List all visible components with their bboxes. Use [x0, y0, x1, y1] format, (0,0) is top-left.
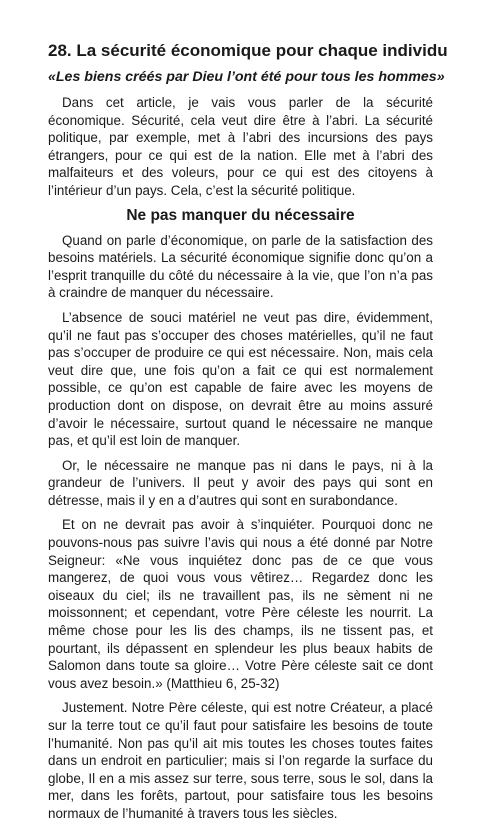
- chapter-title: 28. La sécurité économique pour chaque individu: [48, 41, 448, 60]
- body-paragraph: L’absence de souci matériel ne veut pas dire, évidemment, qu’il ne faut pas s’occuper des choses matérielles, qu’il ne faut pas s’occuper de produire ce qui est nécessaire. Non, mais cela veut dire que, une fois qu’on a fait ce qui est normalement possible, ce qu’on est capable de faire avec les moyens de production dont on dispose, on devrait être au moins assuré d’avoir le nécessaire, surtout quand le nécessaire ne manque pas, et qu’il est loin de manquer.: [48, 309, 433, 449]
- section-heading: Ne pas manquer du nécessaire: [126, 206, 355, 224]
- chapter-subtitle: «Les biens créés par Dieu l’ont été pour tous les hommes»: [48, 69, 445, 85]
- body-paragraph: Quand on parle d’économique, on parle de la satisfaction des besoins matériels. La sécurité économique signifie donc qu’on a l’esprit tranquille du côté du nécessaire à la vie, que l’on n’a pas à craindre de manquer du nécessaire.: [48, 232, 433, 301]
- body-paragraph: Justement. Notre Père céleste, qui est notre Créateur, a placé sur la terre tout ce qu’il faut pour satisfaire les besoins de toute l’humanité. Non pas qu’il ait mis toutes les choses toutes faites dans un endroit en particulier; mais si l’on regarde la surface du globe, Il en a mis assez sur terre, sous terre, sous le sol, dans la mer, dans les forêts, partout, pour satisfaire tous les besoins normaux de l’humanité à travers tous les siècles.: [48, 700, 433, 821]
- intro-paragraph: Dans cet article, je vais vous parler de la sécurité économique. Sécurité, cela veut dire être à l’abri. La sécurité politique, par exemple, met à l’abri des incursions des pays étrangers, pour ce qui est de la nation. Elle met à l’abri des malfaiteurs et des voleurs, pour ce qui est des citoyens à l’intérieur d’un pays. Cela, c’est la sécurité politique.: [48, 95, 433, 198]
- body-paragraph: Et on ne devrait pas avoir à s’inquiéter. Pourquoi donc ne pouvons-nous pas suivre l’avis qui nous a été donné par Notre Seigneur: «Ne vous inquiétez donc pas de ce que vous mangerez, de quoi vous vous vêtirez… Regardez donc les oiseaux du ciel; ils ne travaillent pas, ils ne sèment ni ne moissonnent; et cependant, votre Père céleste les nourrit. La même chose pour les lis des champs, ils ne tissent pas, et pourtant, ils dépassent en splendeur les plus beaux habits de Salomon dans toute sa gloire… Votre Père céleste sait ce dont vous avez besoin.» (Matthieu 6, 25-32): [48, 517, 433, 691]
- body-paragraph: Or, le nécessaire ne manque pas ni dans le pays, ni à la grandeur de l’univers. Il peut y avoir des pays qui sont en détresse, mais il y en a d’autres qui sont en surabondance.: [48, 457, 433, 508]
- document-page: [48, 40, 448, 830]
